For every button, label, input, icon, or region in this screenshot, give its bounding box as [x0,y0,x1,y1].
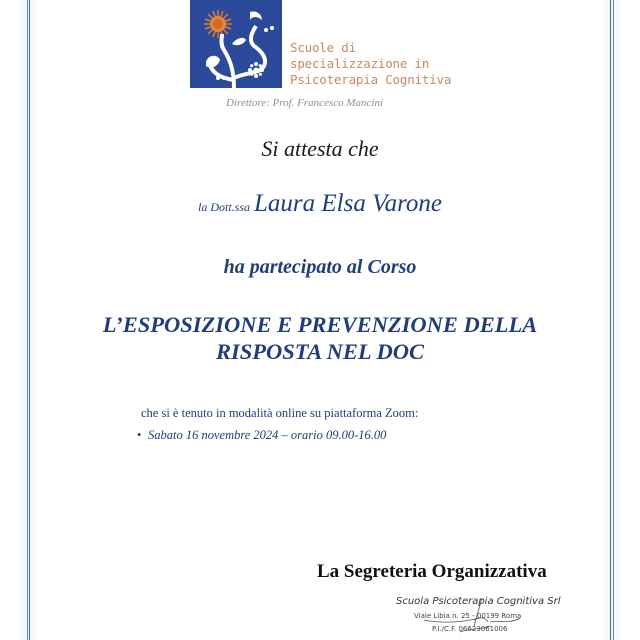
school-logo [190,0,282,88]
stamp-company: Scuola Psicoterapia Cognitiva Srl [396,596,561,607]
stamp-address: Viale Libia n. 25 - 00199 Roma [414,612,522,620]
participation-statement: ha partecipato al Corso [223,256,417,278]
school-name-line-1: Scuole di [290,40,356,55]
school-name [290,40,451,88]
signatory-title: La Segreteria Organizzativa [317,561,547,582]
course-title [0,311,640,365]
course-title-line-2: RISPOSTA NEL DOC [216,339,424,364]
tree-flower-icon [190,0,282,88]
course-title-line-1: L’ESPOSIZIONE E PREVENZIONE DELLA [102,312,538,337]
attestation-intro: Si attesta che [261,136,379,161]
session-date: Sabato 16 novembre 2024 – orario 09.00-16.00 [148,428,387,442]
school-name-line-3: Psicoterapia Cognitiva [290,72,452,87]
session-list-item [137,428,386,443]
modality-text: che si è tenuto in modalità online su piattaforma Zoom: [141,406,419,420]
bullet-icon: • [137,428,142,442]
school-name-line-2: specializzazione in [290,56,430,71]
recipient-title: la Dott.ssa [198,200,251,214]
recipient-line [0,190,640,218]
recipient-name: Laura Elsa Varone [254,190,442,217]
stamp-vat: P.I./C.F. 06623061006 [432,625,508,633]
director-text: Direttore: Prof. Francesco Mancini [226,97,384,109]
